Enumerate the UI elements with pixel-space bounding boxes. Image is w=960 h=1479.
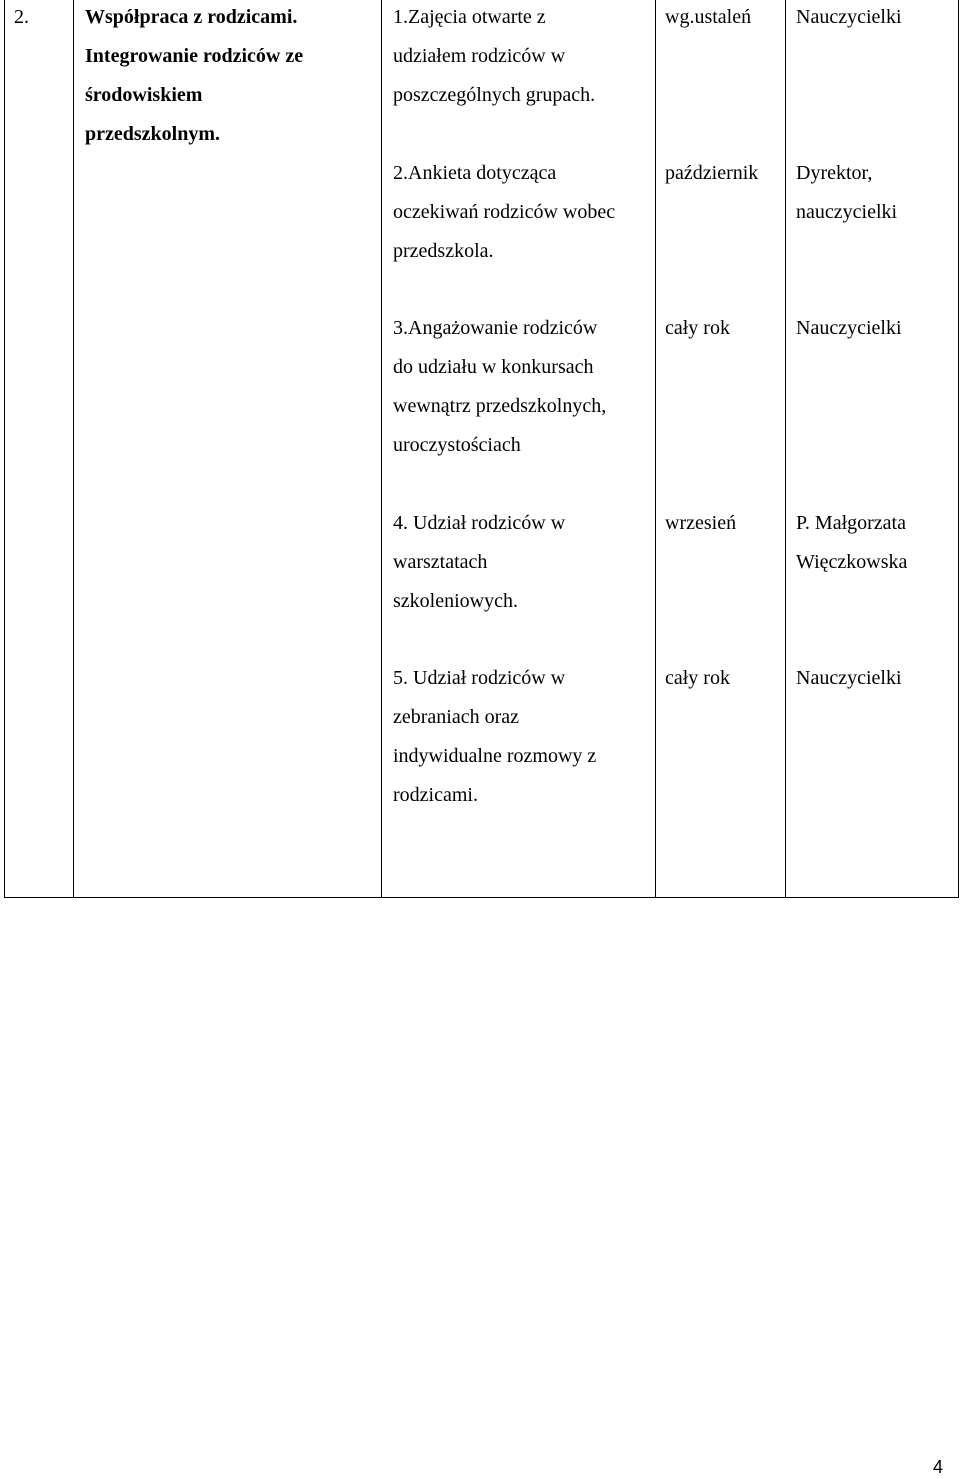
activity-line: zebraniach oraz <box>393 706 520 728</box>
area-cell <box>85 0 303 154</box>
task-2-activity <box>393 154 653 271</box>
column-divider-3 <box>655 0 656 897</box>
term-text: cały rok <box>665 317 730 339</box>
column-divider-1 <box>73 0 74 897</box>
activity-line: szkoleniowych. <box>393 590 518 612</box>
activity-line: wewnątrz przedszkolnych, <box>393 395 607 417</box>
activity-line: 5. Udział rodziców w <box>393 667 566 689</box>
task-3-activity <box>393 309 653 465</box>
task-1-responsible <box>796 0 902 37</box>
activity-line: poszczególnych grupach. <box>393 84 596 106</box>
activity-line: do udziału w konkursach <box>393 356 594 378</box>
responsible-line: Więczkowska <box>796 551 908 573</box>
activity-line: warsztatach <box>393 551 488 573</box>
task-1-activity <box>393 0 653 115</box>
term-text: wrzesień <box>665 512 737 534</box>
term-text: październik <box>665 162 759 184</box>
responsible-line: Dyrektor, <box>796 162 873 184</box>
area-line: Integrowanie rodziców ze <box>85 45 304 67</box>
column-divider-2 <box>381 0 382 897</box>
area-line: Współpraca z rodzicami. <box>85 6 298 28</box>
activity-line: 1.Zajęcia otwarte z <box>393 6 546 28</box>
responsible-line: Nauczycielki <box>796 667 902 689</box>
responsible-line: nauczycielki <box>796 201 898 223</box>
task-4-term <box>665 504 736 543</box>
task-5-activity <box>393 659 653 815</box>
task-4-activity <box>393 504 653 621</box>
task-5-responsible <box>796 659 902 698</box>
area-line: środowiskiem <box>85 84 203 106</box>
activity-line: uroczystościach <box>393 434 521 456</box>
task-3-responsible <box>796 309 902 348</box>
row-number: 2. <box>14 6 29 28</box>
activity-line: udziałem rodziców w <box>393 45 566 67</box>
task-2-responsible <box>796 154 897 232</box>
activity-line: oczekiwań rodziców wobec <box>393 201 616 223</box>
task-3-term <box>665 309 730 348</box>
activity-line: 3.Angażowanie rodziców <box>393 317 598 339</box>
area-line: przedszkolnym. <box>85 123 220 145</box>
responsible-line: Nauczycielki <box>796 317 902 339</box>
activity-line: indywidualne rozmowy z <box>393 745 597 767</box>
task-5-term <box>665 659 730 698</box>
task-2-term <box>665 154 758 193</box>
term-text: wg.ustaleń <box>665 6 752 28</box>
task-4-responsible <box>796 504 907 582</box>
activity-line: rodzicami. <box>393 784 478 806</box>
page-number: 4 <box>932 1457 943 1477</box>
task-1-term <box>665 0 751 37</box>
column-divider-4 <box>785 0 786 897</box>
responsible-line: Nauczycielki <box>796 6 902 28</box>
responsible-line: P. Małgorzata <box>796 512 906 534</box>
activity-line: 2.Ankieta dotycząca <box>393 162 557 184</box>
activity-line: przedszkola. <box>393 240 494 262</box>
activity-line: 4. Udział rodziców w <box>393 512 566 534</box>
term-text: cały rok <box>665 667 730 689</box>
